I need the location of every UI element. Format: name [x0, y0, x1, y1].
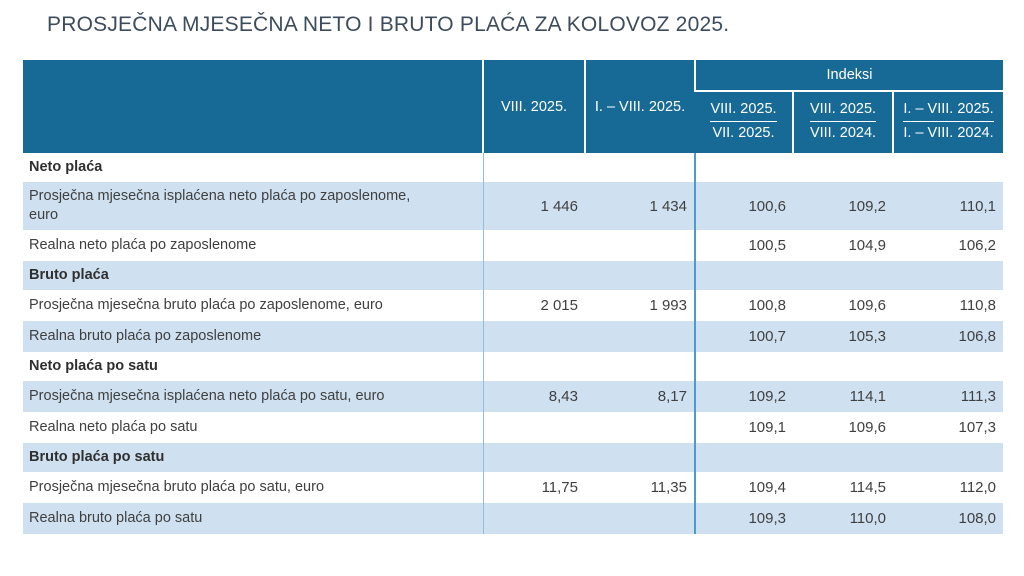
corner-cell [23, 60, 483, 153]
value-cell: 109,2 [695, 381, 793, 412]
value-cell: 8,43 [483, 381, 585, 412]
value-cell [483, 352, 585, 381]
value-cell: 1 446 [483, 182, 585, 230]
value-cell: 100,7 [695, 321, 793, 352]
value-cell: 112,0 [959, 479, 997, 496]
value-cell: 114,5 [849, 479, 886, 496]
row-label: Realna neto plaća po zaposlenome [29, 237, 257, 253]
section-label: Bruto plaća po satu [23, 443, 483, 472]
value-cell: 104,9 [848, 237, 886, 254]
value-cell [695, 153, 793, 182]
table-row [23, 182, 1003, 230]
table-row [23, 381, 1003, 412]
value-cell [483, 443, 585, 472]
row-label: Prosječna mjesečna isplaćena neto plaća po zaposlenome, euro [23, 182, 483, 230]
row-label: Realna bruto plaća po zaposlenome [23, 321, 483, 352]
value-cell: 100,8 [695, 290, 793, 321]
value-cell [893, 443, 1003, 472]
value-cell: 100,6 [695, 182, 793, 230]
table-row [23, 412, 1003, 443]
row-label: Prosječna mjesečna bruto plaća po zaposlenome, euro [29, 297, 383, 313]
value-cell [585, 352, 695, 381]
table-row [23, 472, 1003, 503]
value-cell: 110,8 [959, 297, 997, 314]
index-numerator-1: VIII. 2025. [710, 99, 776, 122]
section-label: Neto plaća po satu [29, 358, 158, 374]
value-cell: 100,5 [695, 230, 793, 261]
value-cell [695, 443, 793, 472]
page-title: PROSJEČNA MJESEČNA NETO I BRUTO PLAĆA ZA KOLOVOZ 2025. [47, 13, 730, 36]
row-label: Prosječna mjesečna bruto plaća po satu, euro [29, 479, 325, 495]
value-cell: 106,8 [893, 321, 1003, 352]
value-cell [793, 352, 893, 381]
value-cell [483, 230, 585, 261]
section-row-bruto-placa-po-satu [23, 443, 1003, 472]
value-cell: 108,0 [893, 503, 1003, 534]
value-cell: 8,17 [585, 381, 695, 412]
col-header-i-viii-2025: I. – VIII. 2025. [585, 60, 695, 153]
row-label: Prosječna mjesečna isplaćena neto plaća po satu, euro [23, 381, 483, 412]
value-cell: 107,3 [958, 419, 997, 436]
value-cell: 11,35 [650, 479, 687, 496]
value-cell: 109,3 [695, 503, 793, 534]
value-cell [483, 412, 585, 443]
value-cell: 105,3 [793, 321, 893, 352]
section-row-neto-placa [23, 153, 1003, 182]
value-cell [893, 261, 1003, 290]
value-cell [483, 261, 585, 290]
value-cell: 111,3 [893, 381, 1003, 412]
row-label: Realna neto plaća po satu [29, 419, 198, 435]
value-cell [695, 352, 793, 381]
section-row-neto-placa-po-satu [23, 352, 1003, 381]
index-denominator-2: VIII. 2024. [809, 125, 877, 141]
table-row [23, 230, 1003, 261]
table-row [23, 290, 1003, 321]
value-cell [893, 153, 1003, 182]
value-cell [483, 503, 585, 534]
value-cell [893, 352, 1003, 381]
index-col-header-2 [793, 91, 893, 153]
salary-table [23, 60, 1003, 534]
index-col-header-1 [695, 91, 793, 153]
section-row-bruto-placa [23, 261, 1003, 290]
value-cell: 106,2 [958, 237, 997, 254]
value-cell [585, 230, 695, 261]
value-cell [483, 321, 585, 352]
value-cell: 109,6 [848, 297, 886, 314]
value-cell: 110,0 [793, 503, 893, 534]
value-cell: 1 434 [585, 182, 695, 230]
index-group-header: Indeksi [695, 60, 1003, 91]
section-label: Bruto plaća [23, 261, 483, 290]
index-col-header-3 [893, 91, 1003, 153]
table-body [23, 153, 1003, 534]
value-cell [585, 503, 695, 534]
table-header [23, 60, 1003, 153]
value-cell [585, 443, 695, 472]
section-label: Neto plaća [29, 159, 103, 175]
value-cell: 109,2 [793, 182, 893, 230]
index-numerator-2: VIII. 2025. [810, 99, 876, 122]
value-cell [585, 321, 695, 352]
index-numerator-3: I. – VIII. 2025. [903, 99, 993, 122]
value-cell [585, 412, 695, 443]
index-denominator-3: I. – VIII. 2024. [903, 125, 994, 141]
value-cell [793, 261, 893, 290]
value-cell: 11,75 [483, 472, 585, 503]
table-row [23, 321, 1003, 352]
index-denominator-1: VII. 2025. [712, 125, 775, 141]
value-cell: 1 993 [649, 297, 687, 314]
value-cell: 110,1 [893, 182, 1003, 230]
value-cell [585, 261, 695, 290]
table-row [23, 503, 1003, 534]
row-label: Realna bruto plaća po satu [23, 503, 483, 534]
value-cell: 114,1 [793, 381, 893, 412]
value-cell [695, 261, 793, 290]
col-header-viii-2025: VIII. 2025. [483, 60, 585, 153]
value-cell: 109,1 [695, 412, 793, 443]
value-cell: 109,4 [695, 472, 793, 503]
value-cell [483, 153, 585, 182]
value-cell [793, 153, 893, 182]
value-cell [793, 443, 893, 472]
value-cell [585, 153, 695, 182]
value-cell: 109,6 [848, 419, 886, 436]
value-cell: 2 015 [483, 290, 585, 321]
